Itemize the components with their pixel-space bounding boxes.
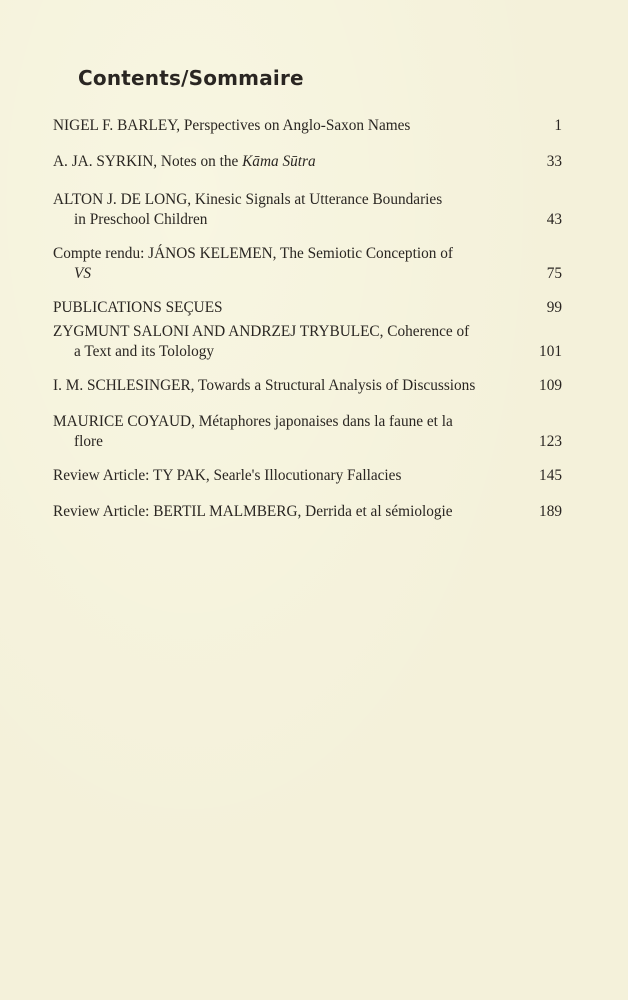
toc-page-number: 123 xyxy=(539,432,562,450)
toc-entry-text: flore xyxy=(74,432,103,450)
toc-entry-text: Compte rendu: JÁNOS KELEMEN, The Semiotic Conception of xyxy=(53,245,453,262)
page-title: Contents/Sommaire xyxy=(78,66,304,90)
toc-page-number: 101 xyxy=(539,342,562,360)
toc-page-number: 1 xyxy=(554,117,562,134)
toc-entry-title xyxy=(53,116,513,136)
toc-entry-text: Review Article: TY PAK, Searle's Illocutionary Fallacies xyxy=(53,467,402,484)
toc-page-number: 145 xyxy=(539,467,562,484)
toc-page-number: 33 xyxy=(546,153,562,170)
toc-entry-title xyxy=(53,466,513,486)
toc-entry-line xyxy=(53,412,513,432)
toc-page-number: 109 xyxy=(539,377,562,394)
toc-entry-text: Review Article: BERTIL MALMBERG, Derrida et al sémiologie xyxy=(53,503,453,520)
toc-entry-text: in Preschool Children xyxy=(74,210,208,228)
toc-entry-line xyxy=(53,190,513,210)
toc-entry-text: PUBLICATIONS SEÇUES xyxy=(53,299,223,316)
toc-entry-line xyxy=(53,152,513,172)
toc-entry-text: a Text and its Tolology xyxy=(74,342,215,360)
toc-entry-text: NIGEL F. BARLEY, Perspectives on Anglo-Saxon Names xyxy=(53,117,411,134)
toc-entry-title xyxy=(53,376,513,396)
toc-entry-text: ALTON J. DE LONG, Kinesic Signals at Utterance Boundaries xyxy=(53,191,443,208)
toc-page-number: 189 xyxy=(539,503,562,520)
toc-page-number: 99 xyxy=(546,299,562,316)
toc-entry-line xyxy=(53,116,513,136)
toc-entry-line xyxy=(53,432,513,452)
toc-entry-line xyxy=(53,264,513,284)
toc-entry-italic-text: Kāma Sūtra xyxy=(242,153,316,170)
toc-page-number: 75 xyxy=(546,264,562,282)
toc-entry-line xyxy=(53,210,513,230)
toc-entry-title xyxy=(53,152,513,172)
toc-entry-italic-text: VS xyxy=(74,264,91,282)
toc-entry-line xyxy=(53,342,513,362)
toc-entry-text: I. M. SCHLESINGER, Towards a Structural Analysis of Discussions xyxy=(53,377,476,394)
toc-entry-text: ZYGMUNT SALONI AND ANDRZEJ TRYBULEC, Coherence of xyxy=(53,323,470,340)
toc-entry-title xyxy=(53,298,513,318)
toc-entry-title xyxy=(53,502,513,522)
toc-entry-line xyxy=(53,502,513,522)
toc-entry-text: MAURICE COYAUD, Métaphores japonaises dans la faune et la xyxy=(53,413,453,430)
toc-entry-title xyxy=(53,244,513,283)
toc-entry-line xyxy=(53,244,513,264)
toc-entry-title xyxy=(53,190,513,229)
toc-entry-line xyxy=(53,376,513,396)
toc-entry-line xyxy=(53,322,513,342)
toc-entry-title xyxy=(53,322,513,361)
toc-entry-line xyxy=(53,298,513,318)
toc-entry-text: A. JA. SYRKIN, Notes on the xyxy=(53,153,243,170)
toc-page-number: 43 xyxy=(546,210,562,228)
toc-entry-line xyxy=(53,466,513,486)
toc-entry-title xyxy=(53,412,513,451)
